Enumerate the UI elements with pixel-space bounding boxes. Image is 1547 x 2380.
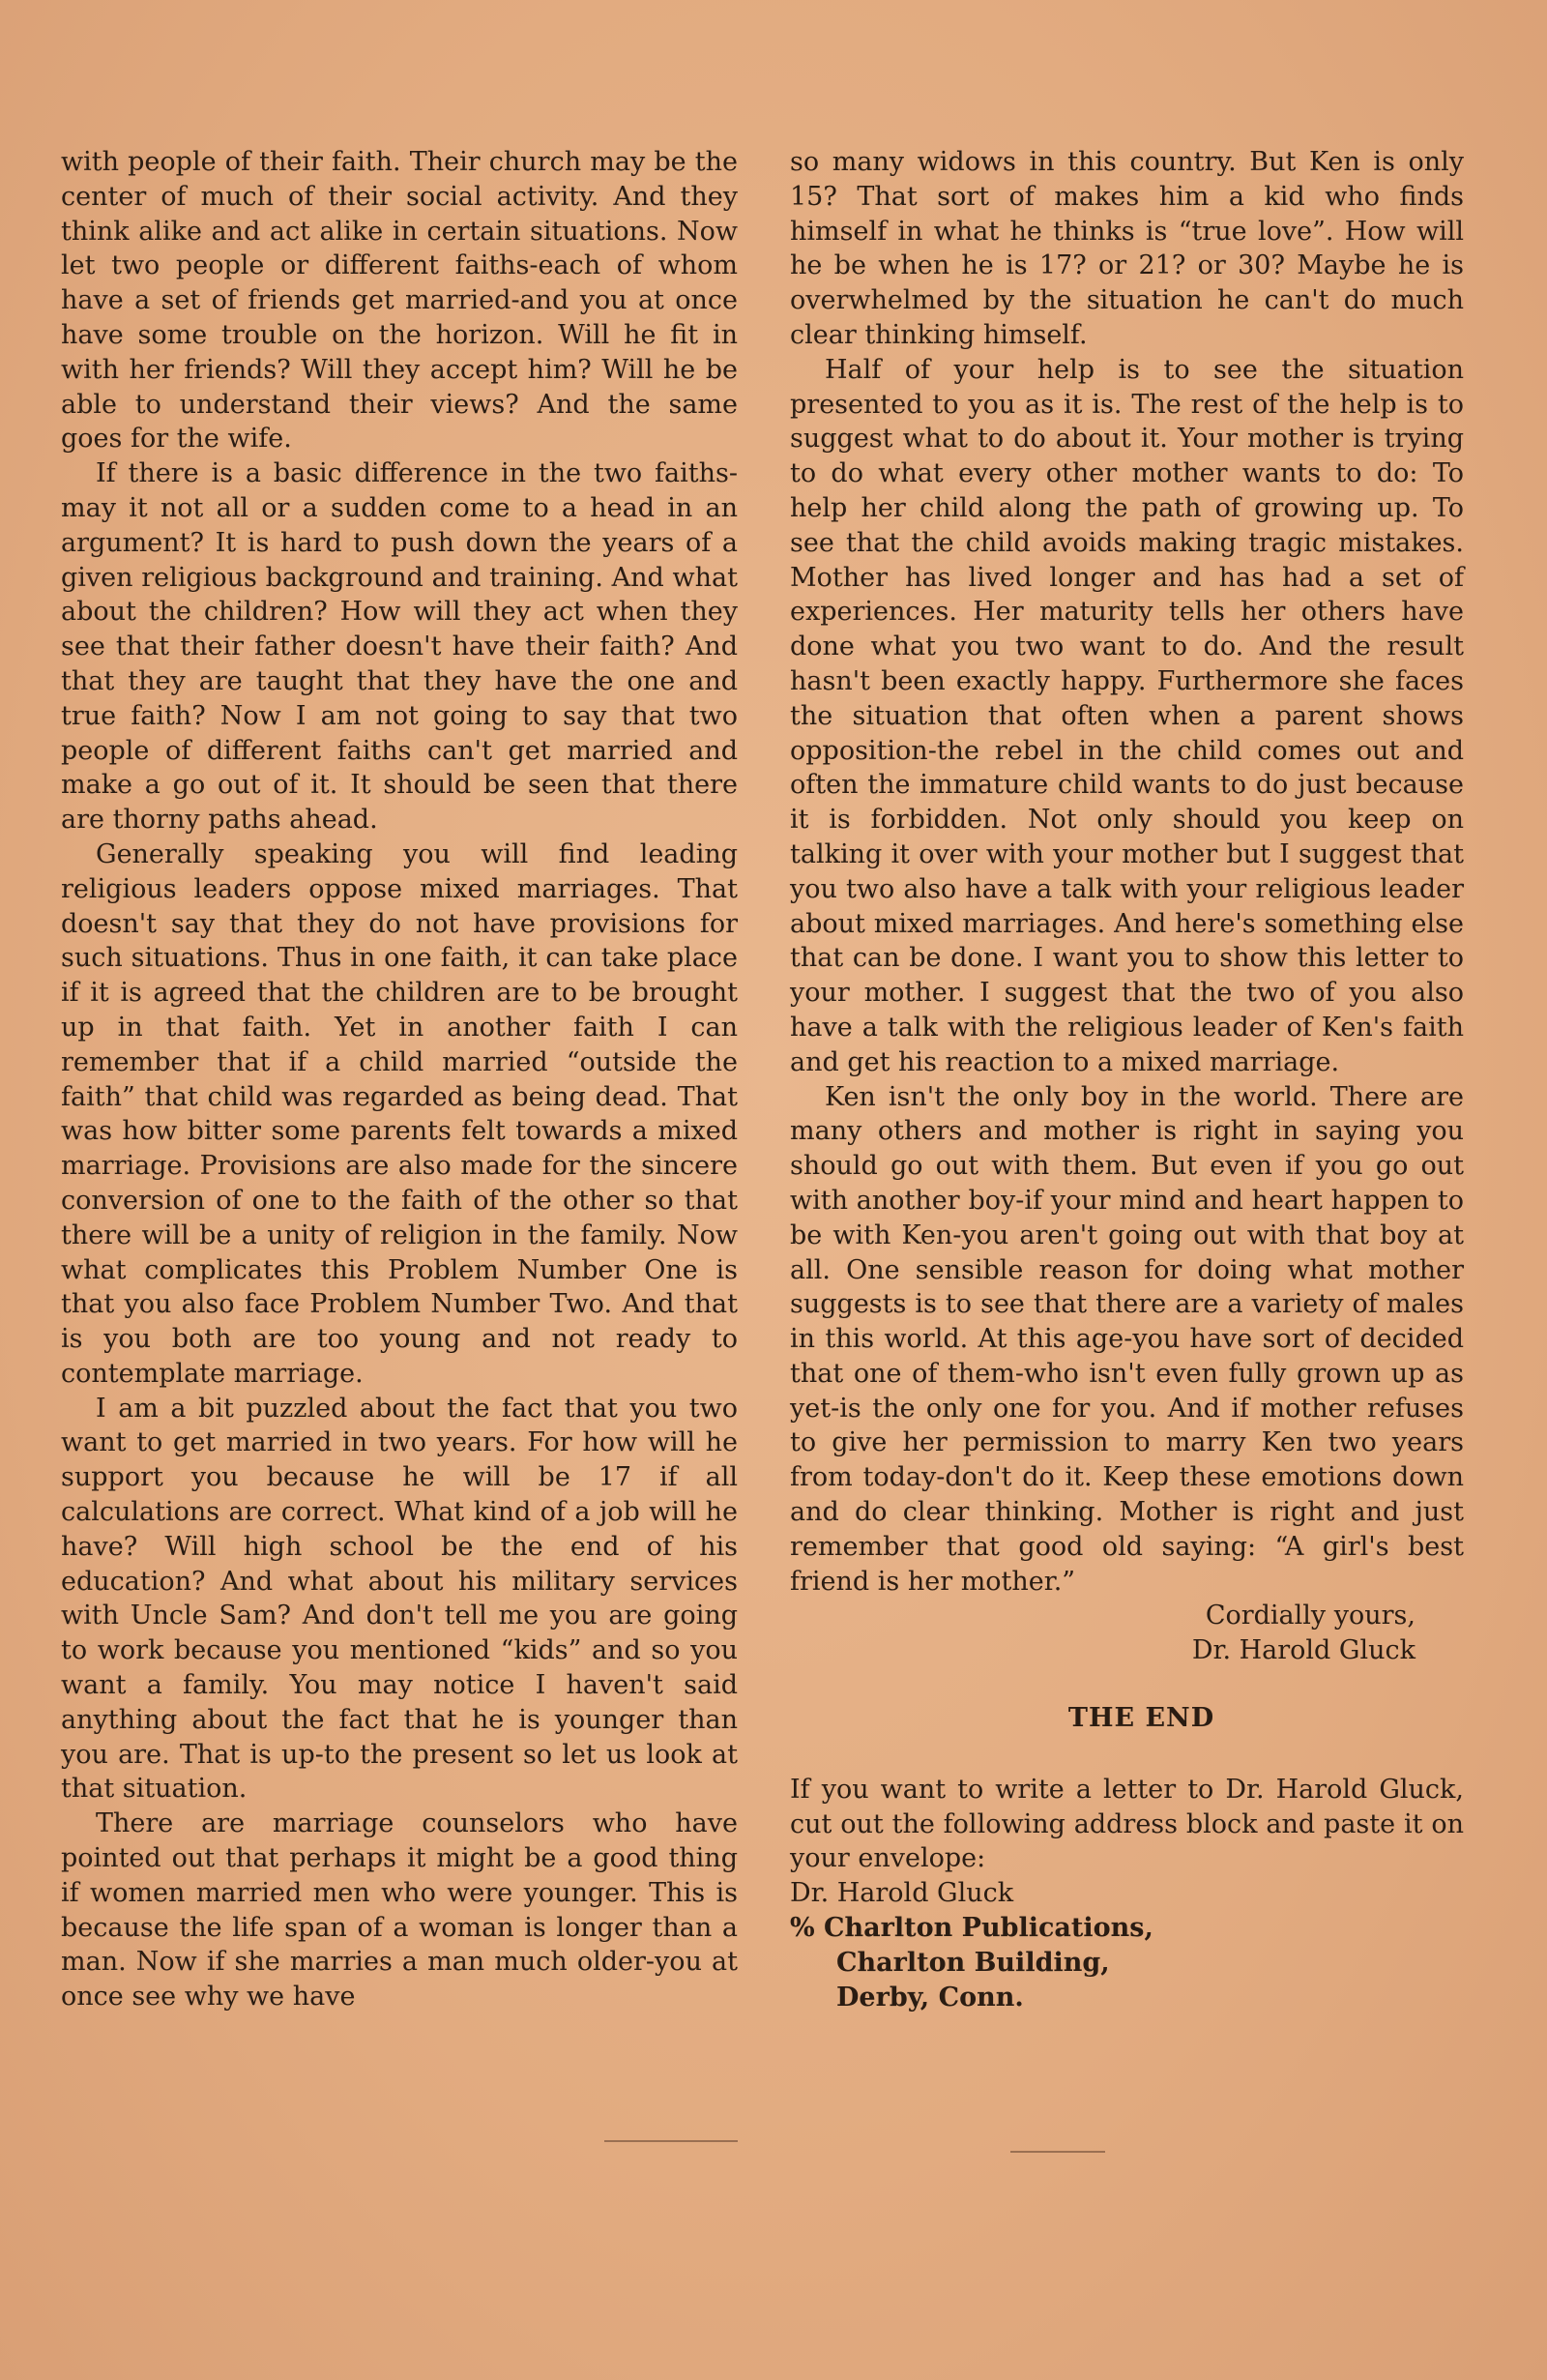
- paragraph: with people of their faith. Their church may be the center of much of their social activity. And they think alike and act alike in certain situations. Now let two people or different faiths-each of whom have a set of friends get married-and you at once have some trouble on the horizon. Will he fit in with her friends? Will they accept him? Will he be able to understand their views? And the same goes for the wife.: [61, 147, 738, 455]
- paragraph: There are marriage counselors who have pointed out that perhaps it might be a good thing if women married men who were younger. This is because the life span of a woman is longer than a man. Now if she marries a man much older-you at once see why we have: [61, 1808, 738, 2013]
- signature-closing: Cordially yours,: [1205, 1601, 1416, 1631]
- address-line-1: % Charlton Publications,: [790, 1913, 1153, 1944]
- column-end-rule: [604, 2140, 738, 2142]
- left-column: [61, 145, 738, 2014]
- paragraph: Generally speaking you will find leading religious leaders oppose mixed marriages. That doesn't say that they do not have provisions for such situations. Thus in one faith, it can take place if it is agreed that the children are to be brought up in that faith. Yet in another faith I can remember that if a child married “outside the faith” that child was regarded as being dead. That was how bitter some parents felt towards a mixed marriage. Provisions are also made for the sincere conversion of one to the faith of the other so that there will be a unity of religion in the family. Now what complicates this Problem Number One is that you also face Problem Number Two. And that is you both are too young and not ready to contemplate marriage.: [61, 838, 738, 1389]
- address-line-2: Charlton Building,: [836, 1947, 1110, 1978]
- signature-name: Dr. Harold Gluck: [1191, 1635, 1416, 1666]
- address-block: [790, 1876, 1464, 2014]
- address-note: If you want to write a letter to Dr. Harold Gluck, cut out the following address block and paste it on your envelope:: [790, 1774, 1464, 1874]
- paragraph: I am a bit puzzled about the fact that you two want to get married in two years. For how will he support you because he will be 17 if all calculations are correct. What kind of a job will he have? Will high school be the end of his education? And what about his military services with Uncle Sam? And don't tell me you are going to work because you mentioned “kids” and so you want a family. You may notice I haven't said anything about the fact that he is younger than you are. That is up-to the present so let us look at that situation.: [61, 1393, 738, 1805]
- paragraph: If there is a basic difference in the two faiths-may it not all or a sudden come to a head in an argument? It is hard to push down the years of a given religious background and training. And what about the children? How will they act when they see that their father doesn't have their faith? And that they are taught that they have the one and true faith? Now I am not going to say that two people of different faiths can't get married and make a go out of it. It should be seen that there are thorny paths ahead.: [61, 458, 738, 836]
- paragraph: Ken isn't the only boy in the world. There are many others and mother is right in saying you should go out with them. But even if you go out with another boy-if your mind and heart happen to be with Ken-you aren't going out with that boy at all. One sensible reason for doing what mother suggests is to see that there are a variety of males in this world. At this age-you have sort of decided that one of them-who isn't even fully grown up as yet-is the only one for you. And if mother refuses to give her permission to marry Ken two years from today-don't do it. Keep these emotions down and do clear thinking. Mother is right and just remember that good old saying: “A girl's best friend is her mother.”: [790, 1081, 1464, 1597]
- paragraph: Half of your help is to see the situation presented to you as it is. The rest of the help is to suggest what to do about it. Your mother is trying to do what every other mother wants to do: To help her child along the path of growing up. To see that the child avoids making tragic mistakes. Mother has lived longer and has had a set of experiences. Her maturity tells her others have done what you two want to do. And the result hasn't been exactly happy. Furthermore she faces the situation that often when a parent shows opposition-the rebel in the child comes out and often the immature child wants to do just because it is forbidden. Not only should you keep on talking it over with your mother but I suggest that you two also have a talk with your religious leader about mixed marriages. And here's something else that can be done. I want you to show this letter to your mother. I suggest that the two of you also have a talk with the religious leader of Ken's faith and get his reaction to a mixed marriage.: [790, 354, 1464, 1077]
- paragraph: so many widows in this country. But Ken is only 15? That sort of makes him a kid who finds himself in what he thinks is “true love”. How will he be when he is 17? or 21? or 30? Maybe he is overwhelmed by the situation he can't do much clear thinking himself.: [790, 147, 1464, 350]
- end-title: THE END: [1067, 1703, 1215, 1734]
- address-line-3: Derby, Conn.: [836, 1982, 1024, 2013]
- right-column: [790, 145, 1464, 2014]
- address-name: Dr. Harold Gluck: [790, 1878, 1014, 1909]
- address-rule: [1010, 2151, 1105, 2153]
